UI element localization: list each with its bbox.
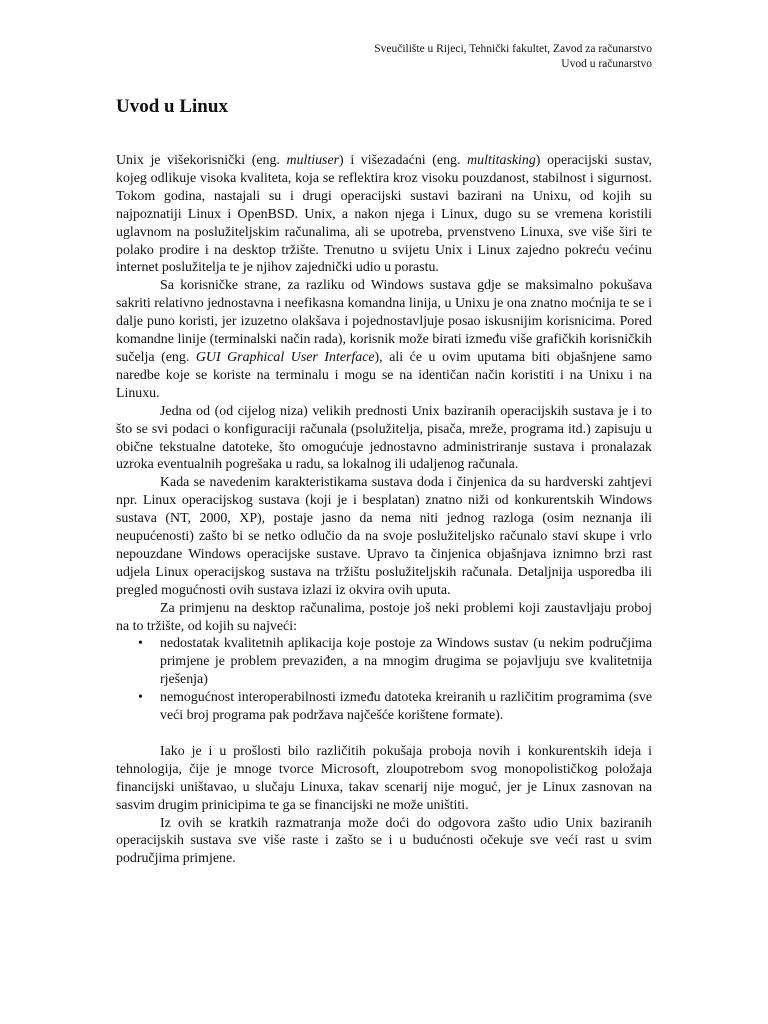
term-multiuser: multiuser <box>286 153 340 168</box>
document-title: Uvod u Linux <box>116 96 228 117</box>
paragraph-spacer <box>116 725 652 743</box>
bullet-icon: • <box>138 690 143 706</box>
page-header <box>374 42 652 72</box>
term-gui: GUI Graphical User Interface <box>195 349 375 365</box>
paragraph-desktop: Za primjenu na desktop računalima, postoje još neki problemi koji zaustavljaju proboj na to tržište, od kojih su najveći: <box>116 600 652 634</box>
problem-list <box>116 635 652 725</box>
list-item <box>138 689 652 725</box>
intro-text-2: ) i višezadaćni (eng. <box>339 153 468 168</box>
intro-text-1: Unix je višekorisnički (eng. <box>116 153 287 168</box>
p2-text-1: Sa korisničke strane, za razliku od Windows sustava gdje se maksimalno pokušava sakriti relativno jednostavna i neefikasna komandna linija, u Unixu je ona znatno moćnija te se i dalje puno koristi, jer izuzetno olakšava i pojednostavljuje posao iskusnijim korisnicima. Pored komandne linije (terminalski način rada), korisnik može birati između više grafičkih korisničkih sučelja (eng. <box>116 278 652 365</box>
paragraph-user-side <box>116 277 652 402</box>
paragraph-conclusion: Iz ovih se kratkih razmatranja može doći do odgovora zašto udio Unix baziranih operacijskih sustava sve više raste i zašto se i u budućnosti očekuje sve veći rast u svim područjima primjene. <box>116 815 652 867</box>
document-body <box>116 152 652 868</box>
paragraph-history: Iako je i u prošlosti bilo različitih pokušaja proboja novih i konkurentskih ideja i tehnologija, čije je mnoge tvorce Microsoft, zloupotrebom svog monopolističkog položaja financijski uništavao, u slučaju Linuxa, takav scenarij nije moguć, jer je Linux zasnovan na sasvim drugim prinicipima te ga se financijski ne može uništiti. <box>116 743 652 813</box>
term-multitasking: multitasking <box>467 153 536 168</box>
intro-text-3: ) operacijski sustav, kojeg odlikuje visoka kvaliteta, koja se reflektira kroz visoku pouzdanost, stabilnost i sigurnost. Tokom godina, nastajali su i drugi operacijski sustavi bazirani na Unixu, od kojih su najpoznatiji Linux i OpenBSD. Unix, a nakon njega i Linux, dugo su se vremena koristili uglavnom na poslužiteljskim računalima, ali se upotreba, prvenstveno Linuxa, sve više širi te polako prodire i na desktop tržište. Trenutno u svijetu Unix i Linux zajedno pokreću većinu internet poslužitelja te je njihov zajednički udio u porastu. <box>116 153 652 276</box>
list-item <box>138 635 652 689</box>
list-item-text: nemogućnost interoperabilnosti između datoteka kreiranih u različitim programima (sve veći broj programa pak podržava najčešće korištene formate). <box>160 690 652 724</box>
paragraph-hardware: Kada se navedenim karakteristikama sustava doda i činjenica da su hardverski zahtjevi npr. Linux operacijskog sustava (koji je i besplatan) znatno niži od konkurentskih Windows sustava (NT, 2000, XP), postaje jasno da nema niti jednog razloga (osim neznanja ili neupućenosti) zašto bi se netko odlučio da na svoje poslužiteljsko računalo stavi skupe i vrlo nepouzdane Windows operacijske sustave. Upravo ta činjenica objašnjava iznimno brzi rast udjela Linux operacijskog sustava na tržištu poslužiteljskih računala. Detaljnija usporedba ili pregled mogućnosti ovih sustava izlazi iz okvira ovih uputa. <box>116 475 652 598</box>
list-item-text: nedostatak kvalitetnih aplikacija koje postoje za Windows sustav (u nekim područjima primjene je problem prevaziđen, a na mnogim drugima se pojavljuju sve kvalitetnija rješenja) <box>160 636 652 688</box>
p2-text-2: ), ali će u ovim uputama biti objašnjene samo naredbe koje se koriste na terminalu i mogu se na identičan način koristiti i na Unixu i na Linuxu. <box>116 349 652 401</box>
header-institution: Sveučilište u Rijeci, Tehnički fakultet, Zavod za računarstvo <box>374 43 652 55</box>
paragraph-intro <box>116 152 652 277</box>
bullet-icon: • <box>138 636 143 652</box>
paragraph-config: Jedna od (od cijelog niza) velikih prednosti Unix baziranih operacijskih sustava je i to što se svi podaci o konfiguraciji računala (psolužitelja, pisača, mreže, programa itd.) zapisuju u obične tekstualne datoteke, što omogućuje jednostavno administriranje sustava i pronalazak uzroka eventualnih pogrešaka u radu, sa lokalnog ili udaljenog računala. <box>116 403 652 473</box>
header-course: Uvod u računarstvo <box>561 58 652 70</box>
